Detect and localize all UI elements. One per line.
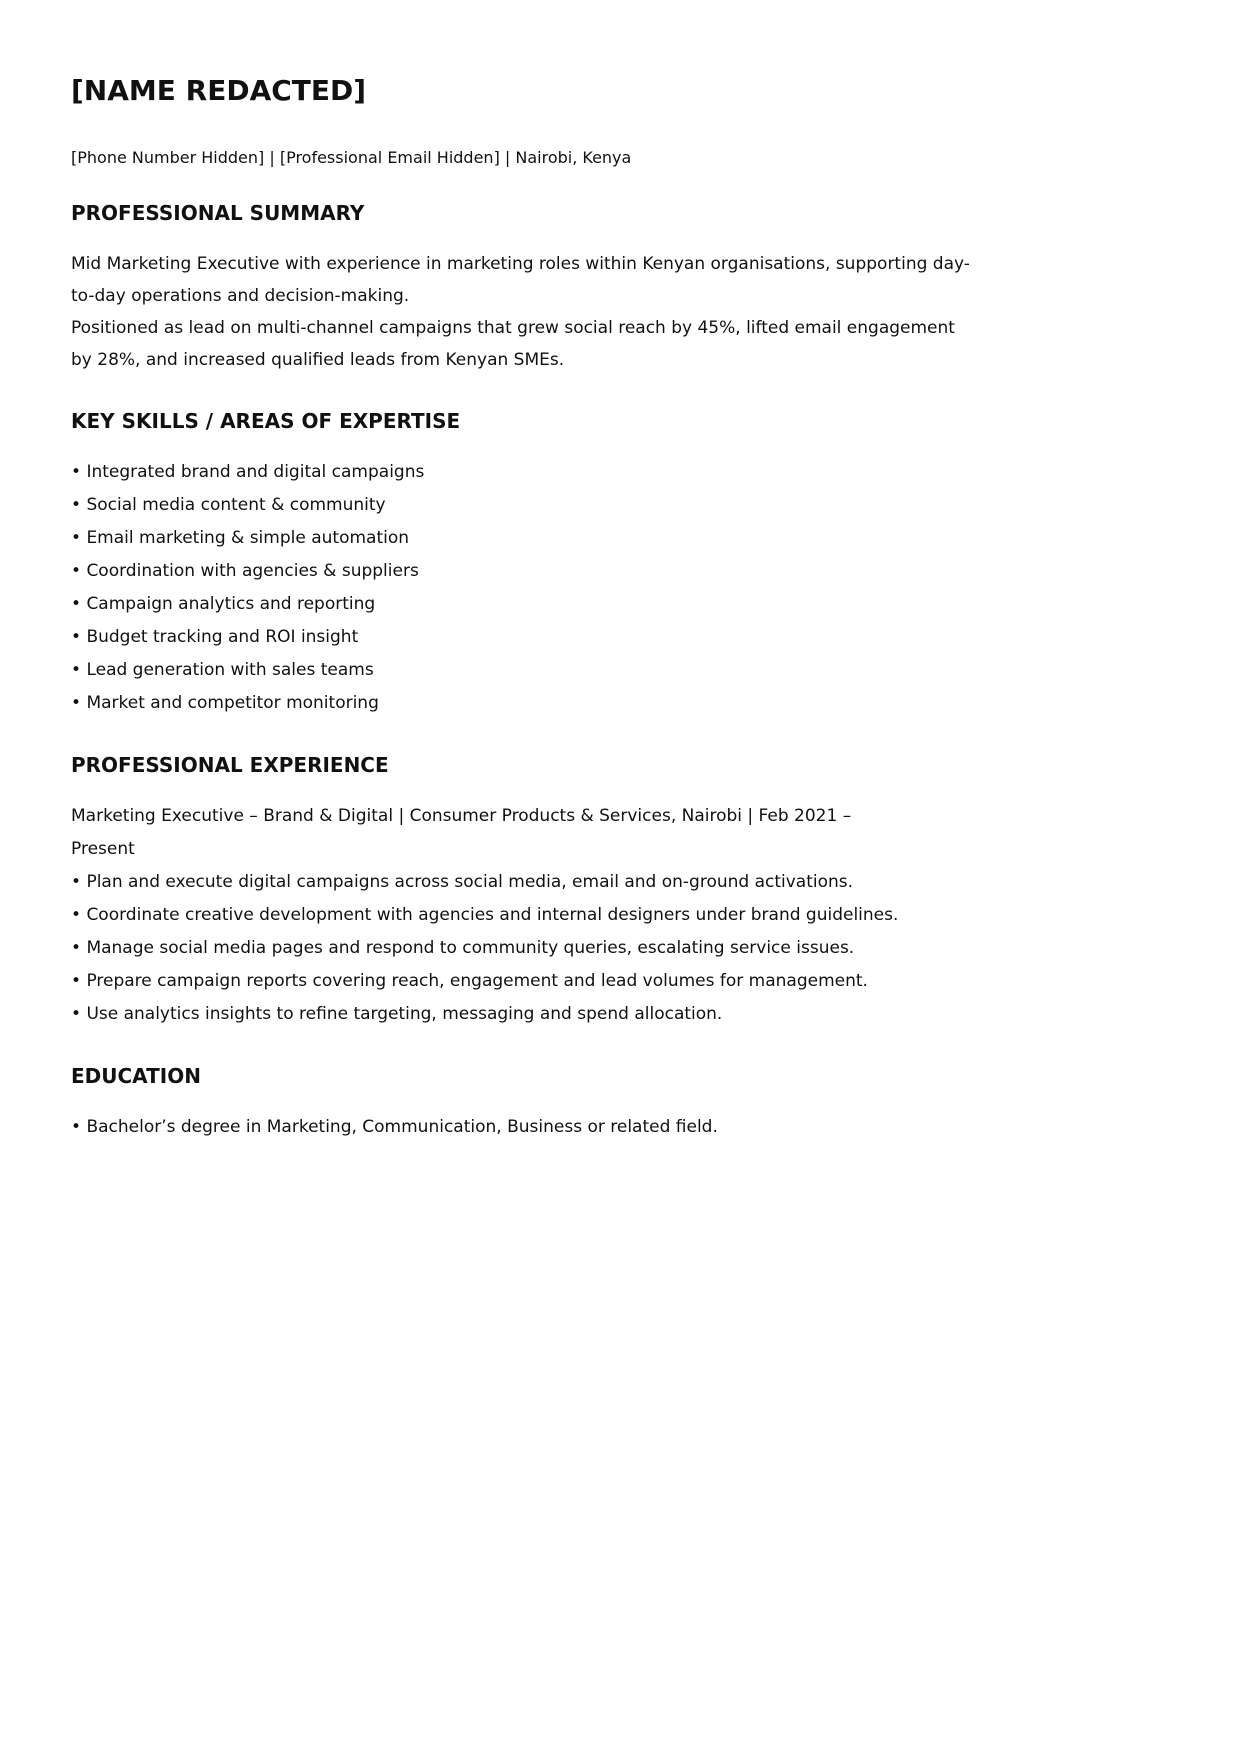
education-list: [71, 1111, 981, 1144]
experience-role-title-line-2: Present: [71, 839, 135, 859]
experience-bullet: • Prepare campaign reports covering reach, engagement and lead volumes for management.: [71, 965, 981, 998]
candidate-name: [NAME REDACTED]: [71, 74, 367, 107]
skill-item: • Social media content & community: [71, 489, 981, 522]
skill-item: • Lead generation with sales teams: [71, 654, 981, 687]
education-item: • Bachelor’s degree in Marketing, Communication, Business or related field.: [71, 1111, 981, 1144]
experience-bullet-list: [71, 866, 981, 1031]
skill-item: • Market and competitor monitoring: [71, 687, 981, 720]
experience-bullet: • Plan and execute digital campaigns across social media, email and on-ground activations.: [71, 866, 981, 899]
summary-paragraph-2: Positioned as lead on multi-channel campaigns that grew social reach by 45%, lifted email engagement by 28%, and increased qualified leads from Kenyan SMEs.: [71, 318, 955, 370]
skills-list: [71, 456, 981, 720]
experience-role-title-line-1: Marketing Executive – Brand & Digital | Consumer Products & Services, Nairobi | Feb 2021 –: [71, 806, 852, 826]
skill-item: • Coordination with agencies & suppliers: [71, 555, 981, 588]
experience-bullet: • Coordinate creative development with agencies and internal designers under brand guidelines.: [71, 899, 981, 932]
skill-item: • Budget tracking and ROI insight: [71, 621, 981, 654]
skill-item: • Email marketing & simple automation: [71, 522, 981, 555]
experience-bullet: • Manage social media pages and respond to community queries, escalating service issues.: [71, 932, 981, 965]
section-heading-professional-experience: PROFESSIONAL EXPERIENCE: [71, 753, 389, 777]
experience-bullet: • Use analytics insights to refine targeting, messaging and spend allocation.: [71, 998, 981, 1031]
section-heading-education: EDUCATION: [71, 1064, 201, 1088]
experience-role-title: [71, 800, 981, 866]
skill-item: • Campaign analytics and reporting: [71, 588, 981, 621]
section-heading-professional-summary: PROFESSIONAL SUMMARY: [71, 201, 365, 225]
skill-item: • Integrated brand and digital campaigns: [71, 456, 981, 489]
section-heading-key-skills: KEY SKILLS / AREAS OF EXPERTISE: [71, 409, 461, 433]
contact-line: [Phone Number Hidden] | [Professional Email Hidden] | Nairobi, Kenya: [71, 148, 632, 167]
summary-paragraph-1: Mid Marketing Executive with experience in marketing roles within Kenyan organisations, supporting day-to-day operations and decision-making.: [71, 254, 970, 306]
